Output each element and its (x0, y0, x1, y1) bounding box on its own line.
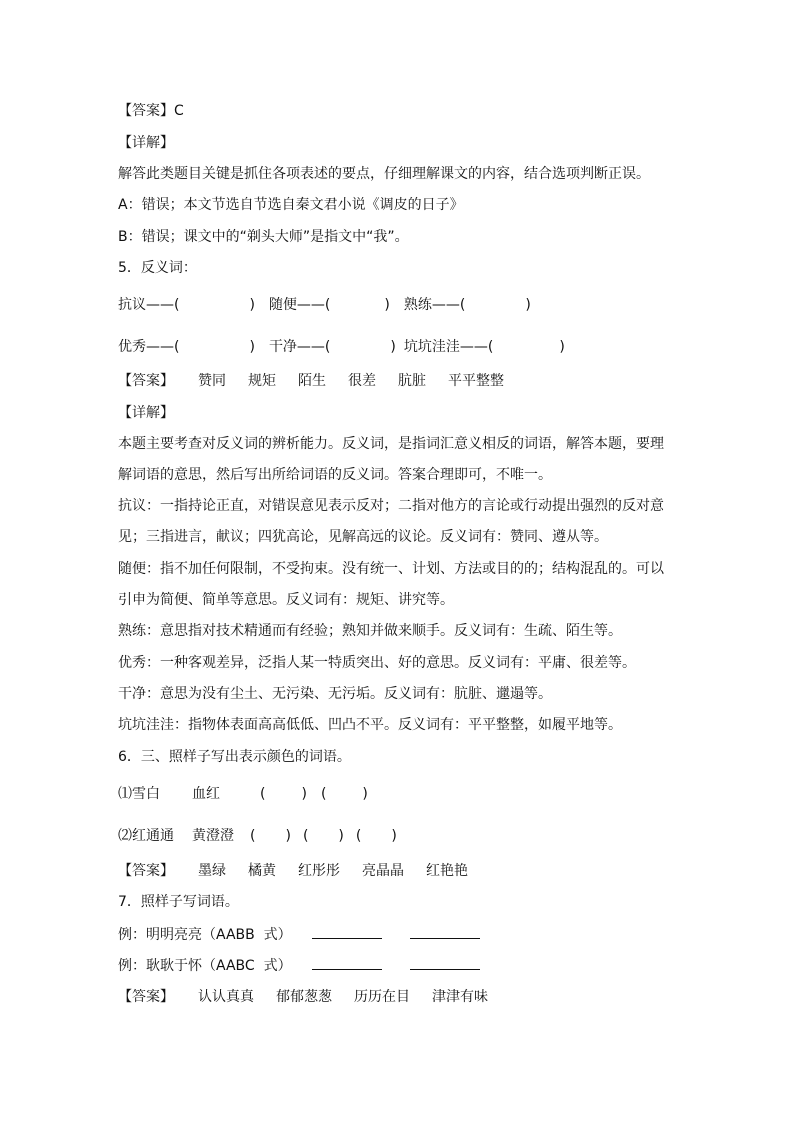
paragraph: 抗议：一指持论正直，对错误意见表示反对；二指对他方的言论或行动提出强烈的反对意 (118, 498, 664, 514)
blank-close: ) (390, 339, 396, 355)
answer-word: 津津有味 (432, 989, 488, 1005)
question-7-title: 7．照样子写词语。 (118, 894, 239, 910)
blank-close: ) (362, 786, 368, 802)
blank-prompt: 优秀——( (118, 339, 180, 355)
question-6-row-1 (118, 784, 678, 804)
paragraph: B：错误；课文中的“剃头大师”是指文中“我”。 (118, 229, 409, 245)
detail-label-5: 【详解】 (118, 405, 174, 421)
blank-close: ) (391, 828, 397, 844)
question-5-answer (118, 371, 678, 391)
answer-word: 郁郁葱葱 (276, 989, 332, 1005)
example-word: 血红 (192, 786, 220, 802)
blank-close: ) (559, 339, 565, 355)
blank-close: ) (301, 786, 307, 802)
question-6-title: 6．三、照样子写出表示颜色的词语。 (118, 749, 351, 765)
question-7-example-2 (118, 955, 678, 976)
question-6-answer (118, 861, 678, 881)
answer-blank[interactable] (410, 924, 480, 939)
answer-blank[interactable] (312, 924, 382, 939)
paragraph: 优秀：一种客观差异，泛指人某一特质突出、好的意思。反义词有：平庸、很差等。 (118, 655, 636, 671)
answer-line-1 (118, 101, 678, 121)
blank-open: ( (260, 786, 266, 802)
example-word: 黄澄澄 (192, 828, 234, 844)
answer-word: 红彤彤 (298, 863, 340, 879)
paragraph: 解词语的意思，然后写出所给词语的反义词。答案合理即可，不唯一。 (118, 467, 552, 483)
question-5-title: 5．反义词： (118, 260, 197, 276)
answer-word: 很差 (348, 373, 376, 389)
paragraph: 随便：指不加任何限制，不受拘束。没有统一、计划、方法或目的的；结构混乱的。可以 (118, 561, 664, 577)
blank-close: ) (249, 297, 255, 313)
blank-prompt: 熟练——( (403, 297, 466, 313)
blank-open: ( (302, 828, 309, 844)
blank-close: ) (384, 297, 390, 313)
paragraph: 熟练：意思指对技术精通而有经验；熟知并做来顺手。反义词有：生疏、陌生等。 (118, 623, 622, 639)
detail-label-1: 【详解】 (118, 135, 174, 151)
example-text: 例：明明亮亮（AABB 式） (118, 927, 292, 943)
answer-blank[interactable] (410, 955, 480, 970)
answer-value: C (174, 103, 184, 119)
paragraph: 引申为简便、简单等意思。反义词有：规矩、讲究等。 (118, 592, 454, 608)
paragraph: 解答此类题目关键是抓住各项表述的要点，仔细理解课文的内容，结合选项判断正误。 (118, 166, 650, 182)
example-text: 例：耿耿于怀（AABC 式） (118, 958, 292, 974)
question-6-row-2 (118, 826, 678, 846)
blank-prompt: 干净——( (268, 339, 331, 355)
blank-close: ) (285, 828, 291, 844)
question-5-row-2 (118, 337, 678, 357)
paragraph: 见；三指进言，献议；四犹高论，见解高远的议论。反义词有：赞同、遵从等。 (118, 529, 608, 545)
answer-word: 历历在目 (354, 989, 410, 1005)
answer-word: 陌生 (298, 373, 326, 389)
answer-word: 亮晶晶 (362, 863, 404, 879)
question-7-answer (118, 987, 678, 1007)
blank-open: ( (355, 828, 362, 844)
blank-prompt: 随便——( (268, 297, 331, 313)
answer-word: 红艳艳 (426, 863, 468, 879)
answer-word: 赞同 (198, 373, 226, 389)
blank-close: ) (249, 339, 255, 355)
paragraph: 坑坑洼洼：指物体表面高高低低、凹凸不平。反义词有：平平整整，如履平地等。 (118, 717, 622, 733)
blank-prompt: 抗议——( (118, 297, 180, 313)
example-word: ⑵红通通 (118, 828, 174, 844)
answer-word: 肮脏 (398, 373, 426, 389)
question-7-example-1 (118, 924, 678, 945)
answer-word: 墨绿 (198, 863, 226, 879)
answer-label: 【答案】 (118, 373, 174, 389)
answer-word: 规矩 (248, 373, 276, 389)
answer-word: 平平整整 (448, 373, 504, 389)
answer-label: 【答案】 (118, 863, 174, 879)
answer-label: 【答案】 (118, 103, 174, 119)
answer-blank[interactable] (312, 955, 382, 970)
answer-word: 认认真真 (198, 989, 254, 1005)
answer-label: 【答案】 (118, 989, 174, 1005)
answer-word: 橘黄 (248, 863, 276, 879)
blank-open: ( (250, 828, 256, 844)
paragraph: A：错误；本文节选自节选自秦文君小说《调皮的日子》 (118, 197, 464, 213)
blank-close: ) (338, 828, 344, 844)
question-5-row-1 (118, 295, 678, 315)
paragraph: 干净：意思为没有尘土、无污染、无污垢。反义词有：肮脏、邋遢等。 (118, 686, 552, 702)
blank-prompt: 坑坑洼洼——( (403, 339, 494, 355)
blank-close: ) (525, 297, 531, 313)
blank-open: ( (320, 786, 327, 802)
paragraph: 本题主要考查对反义词的辨析能力。反义词，是指词汇意义相反的词语，解答本题，要理 (118, 436, 664, 452)
example-word: ⑴雪白 (118, 786, 160, 802)
